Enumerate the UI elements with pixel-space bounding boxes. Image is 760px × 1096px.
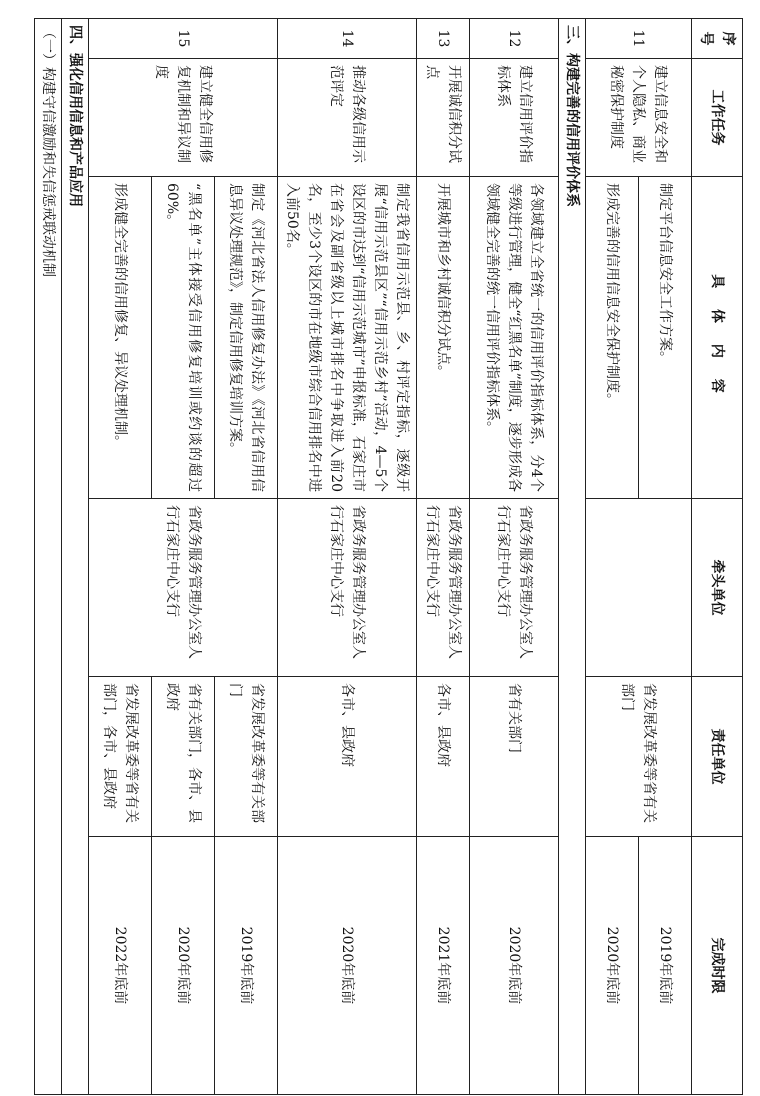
deadline-cell: 2019年底前 [215,837,278,1095]
header-deadline: 完成时限 [692,837,743,1095]
lead-cell: 省政务服务管理办公室人行石家庄中心支行 [278,499,417,677]
responsible-cell: 省有关部门 [470,677,559,837]
row-number: 15 [89,19,278,59]
responsible-cell: 省有关部门，各市、县政府 [152,677,215,837]
deadline-cell: 2020年底前 [152,837,215,1095]
table-row [639,19,692,1095]
table-row [278,19,417,1095]
lead-cell [586,499,692,677]
responsible-cell: 省发展改革委等有关部门 [215,677,278,837]
row-number: 14 [278,19,417,59]
deadline-cell: 2022年底前 [89,837,152,1095]
deadline-cell: 2021年底前 [417,837,470,1095]
task-cell: 建立信息安全和个人隐私、商业秘密保护制度 [586,59,692,177]
content-cell: 各领域建立全省统一的信用评价指标体系，分4个等级进行管理，健全“红黑名单”制度，逐步形成各领域健全完善的统一信用评价指标体系。 [470,177,559,499]
deadline-cell: 2019年底前 [639,837,692,1095]
section-heading-3: 三、构建完善的信用评价体系 [559,19,586,1095]
deadline-cell: 2020年底前 [278,837,417,1095]
subsection-heading-1: （一）构建守信激励和失信惩戒联动机制 [35,19,62,1095]
task-cell: 推动各级信用示范评定 [278,59,417,177]
table-row [215,19,278,1095]
row-number: 11 [586,19,692,59]
content-cell: 制定我省信用示范县、乡、村评定指标，逐级开展“信用示范县区”“信用示范乡村”活动，4—5个设区的市达到“信用示范城市”申报标准，石家庄市在省会及副省级以上城市排名中争取进入前20名，至少3个设区的市在地级市综合信用排名中进入前50名。 [278,177,417,499]
content-cell: 形成健全完善的信用修复、异议处理机制。 [89,177,152,499]
content-cell: “黑名单”主体接受信用修复培训或约谈的超过60%。 [152,177,215,499]
header-no: 序号 [692,19,743,59]
task-cell: 开展诚信积分试点 [417,59,470,177]
section-row [62,19,89,1095]
responsible-cell: 各市、县政府 [278,677,417,837]
responsible-cell: 各市、县政府 [417,677,470,837]
task-cell: 建立健全信用修复机制和异议制度 [89,59,278,177]
subsection-row [35,19,62,1095]
task-cell: 建立信用评价指标体系 [470,59,559,177]
responsible-cell: 省发展改革委等省有关部门 [586,677,692,837]
header-content: 具 体 内 容 [692,177,743,499]
section-heading-4: 四、强化信用信息和产品应用 [62,19,89,1095]
content-cell: 形成完善的信用信息安全保护制度。 [586,177,639,499]
content-cell: 制定《河北省法人信用修复办法》《河北省信用信息异议处理规范》，制定信用修复培训方案。 [215,177,278,499]
lead-cell: 省政务服务管理办公室人行石家庄中心支行 [89,499,278,677]
content-cell: 制定平台信息安全工作方案。 [639,177,692,499]
table-row [470,19,559,1095]
responsible-cell: 省发展改革委等省有关部门，各市、县政府 [89,677,152,837]
header-lead: 牵头单位 [692,499,743,677]
row-number: 13 [417,19,470,59]
header-row [692,19,743,1095]
document-page [19,18,743,1094]
row-number: 12 [470,19,559,59]
content-cell: 开展城市和乡村诚信积分试点。 [417,177,470,499]
lead-cell: 省政务服务管理办公室人行石家庄中心支行 [470,499,559,677]
table-row [417,19,470,1095]
lead-cell: 省政务服务管理办公室人行石家庄中心支行 [417,499,470,677]
section-row [559,19,586,1095]
deadline-cell: 2020年底前 [470,837,559,1095]
deadline-cell: 2020年底前 [586,837,639,1095]
header-responsible: 责任单位 [692,677,743,837]
header-task: 工作任务 [692,59,743,177]
task-table [34,18,743,1095]
